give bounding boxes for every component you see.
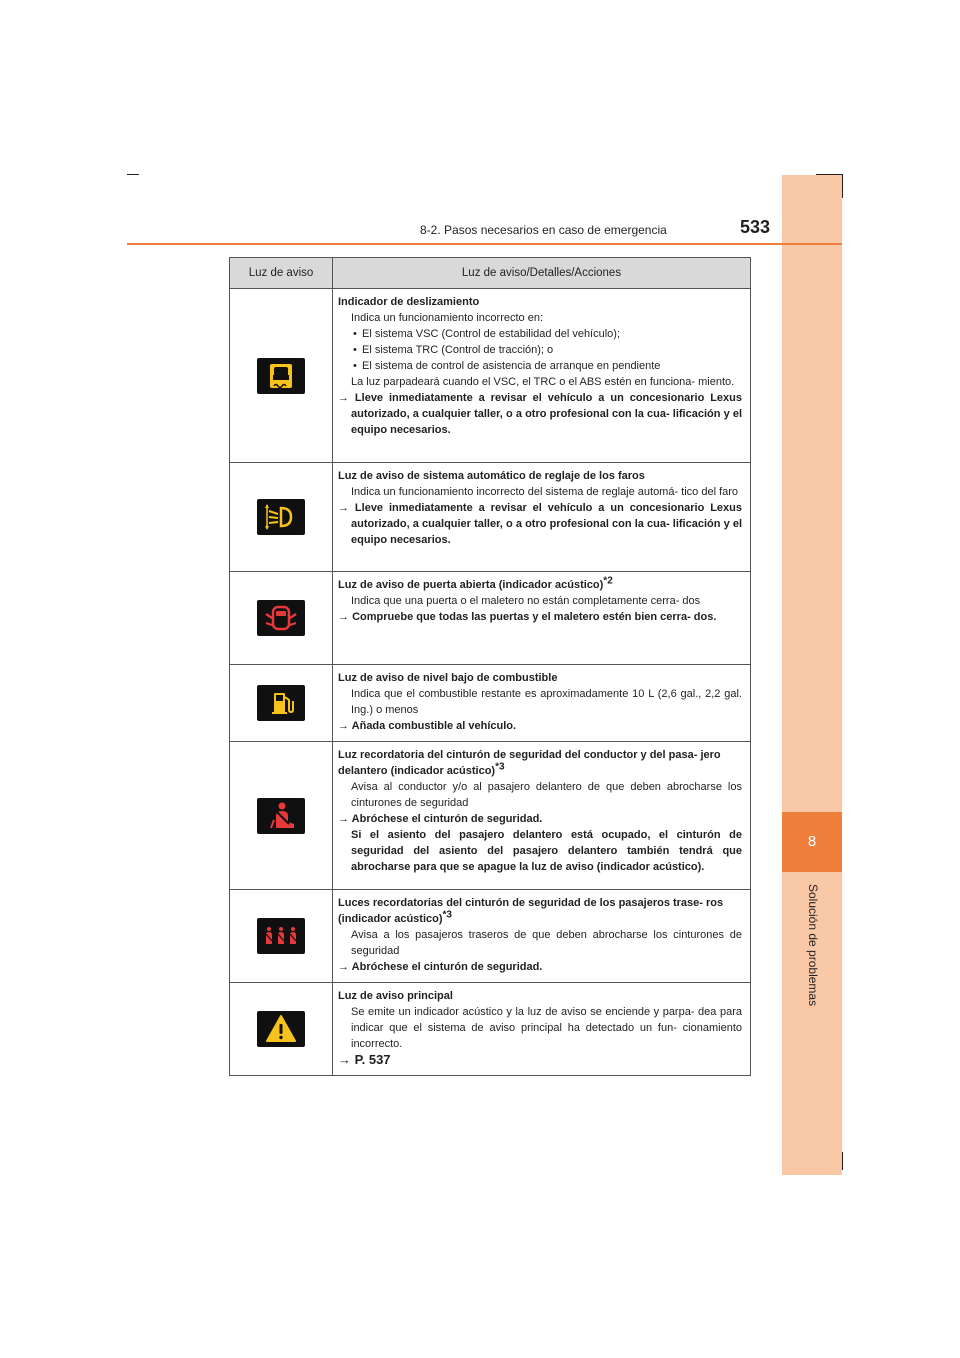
row-title: Luz recordatoria del cinturón de seguridad del conductor y del pasa- jero delantero (indicador acústico)$^{*3}$ (338, 749, 721, 777)
row-description: Se emite un indicador acústico y la luz de aviso se enciende y parpa- dea para indicar que el sistema de aviso principal ha detectado un fun- cionamiento incorrecto. (351, 1006, 742, 1050)
list-item: • El sistema TRC (Control de tracción); o (338, 342, 742, 358)
row-action-note: Si el asiento del pasajero delantero está ocupado, el cinturón de seguridad del asiento del pasajero delantero también tendrá que abrocharse para que se apague la luz de aviso (indicador acústico). (351, 829, 742, 873)
seat-belt-rear-icon (257, 918, 305, 954)
page-number: 533 (740, 217, 771, 237)
table-row (230, 665, 751, 742)
headlight-leveling-icon (257, 499, 305, 535)
row-action: → Añada combustible al vehículo. (338, 720, 517, 732)
master-warning-icon (257, 1011, 305, 1047)
table-row (230, 463, 751, 572)
crop-mark (127, 174, 139, 175)
row-action: → Abróchese el cinturón de seguridad. (338, 813, 543, 825)
low-fuel-icon (257, 685, 305, 721)
row-title: Indicador de deslizamiento (338, 296, 480, 308)
row-action: → Compruebe que todas las puertas y el maletero estén bien cerra- dos. (338, 611, 717, 623)
row-description: Indica que una puerta o el maletero no están completamente cerra- dos (351, 595, 701, 607)
table-row (230, 890, 751, 983)
list-item: • El sistema VSC (Control de estabilidad del vehículo); (338, 326, 742, 342)
crop-mark (842, 174, 843, 198)
row-description: Indica que el combustible restante es aproximadamente 10 L (2,6 gal., 2,2 gal. Ing.) o menos (351, 688, 742, 716)
row-note: La luz parpadeará cuando el VSC, el TRC o el ABS estén en funciona- miento. (351, 376, 735, 388)
row-description: Avisa a los pasajeros traseros de que deben abrocharse los cinturones de seguridad (351, 929, 742, 957)
row-description: Avisa al conductor y/o al pasajero delantero de que deben abrocharse los cinturones de seguridad (351, 781, 742, 809)
row-action: → Abróchese el cinturón de seguridad. (338, 961, 543, 973)
table-row (230, 742, 751, 890)
row-action: → Lleve inmediatamente a revisar el vehículo a un concesionario Lexus autorizado, a cualquier taller, o a otro profesional con la cua- lificación y el equipo necesarios. (338, 392, 742, 436)
row-title: Luz de aviso de sistema automático de reglaje de los faros (338, 470, 645, 482)
row-description: Indica un funcionamiento incorrecto en: (351, 312, 544, 324)
row-title: Luz de aviso principal (338, 990, 453, 1002)
section-title: 8-2. Pasos necesarios en caso de emergencia (420, 223, 667, 237)
footnote-ref: *3 (442, 909, 452, 921)
table-row (230, 572, 751, 665)
row-title: Luz de aviso de nivel bajo de combustible (338, 672, 558, 684)
warning-lights-table (229, 257, 751, 1076)
list-item: • El sistema de control de asistencia de arranque en pendiente (338, 358, 742, 374)
row-title: Luz de aviso de puerta abierta (indicador acústico)$^{*2}$ (338, 575, 613, 591)
page-reference-link[interactable]: → P. 537 (338, 1052, 391, 1067)
table-row (230, 289, 751, 463)
table-row (230, 983, 751, 1076)
slip-indicator-icon (257, 358, 305, 394)
chapter-number: 8 (782, 812, 842, 872)
row-title: Luces recordatorias del cinturón de seguridad de los pasajeros trase- ros (indicador acústico)$^{*3}$ (338, 897, 724, 925)
header-rule (127, 243, 842, 245)
col-header-details: Luz de aviso/Detalles/Acciones (333, 258, 751, 289)
crop-mark (842, 1152, 843, 1170)
row-action: → Lleve inmediatamente a revisar el vehículo a un concesionario Lexus autorizado, a cualquier taller, o a otro profesional con la cua- lificación y el equipo necesarios. (338, 502, 742, 546)
seat-belt-front-icon (257, 798, 305, 834)
footnote-ref: *2 (603, 575, 613, 587)
open-door-icon (257, 600, 305, 636)
col-header-light: Luz de aviso (230, 258, 333, 289)
row-description: Indica un funcionamiento incorrecto del sistema de reglaje automá- tico del faro (351, 486, 739, 498)
chapter-title: Solución de problemas (806, 884, 820, 1007)
table-header-row (230, 258, 751, 289)
footnote-ref: *3 (495, 761, 505, 773)
